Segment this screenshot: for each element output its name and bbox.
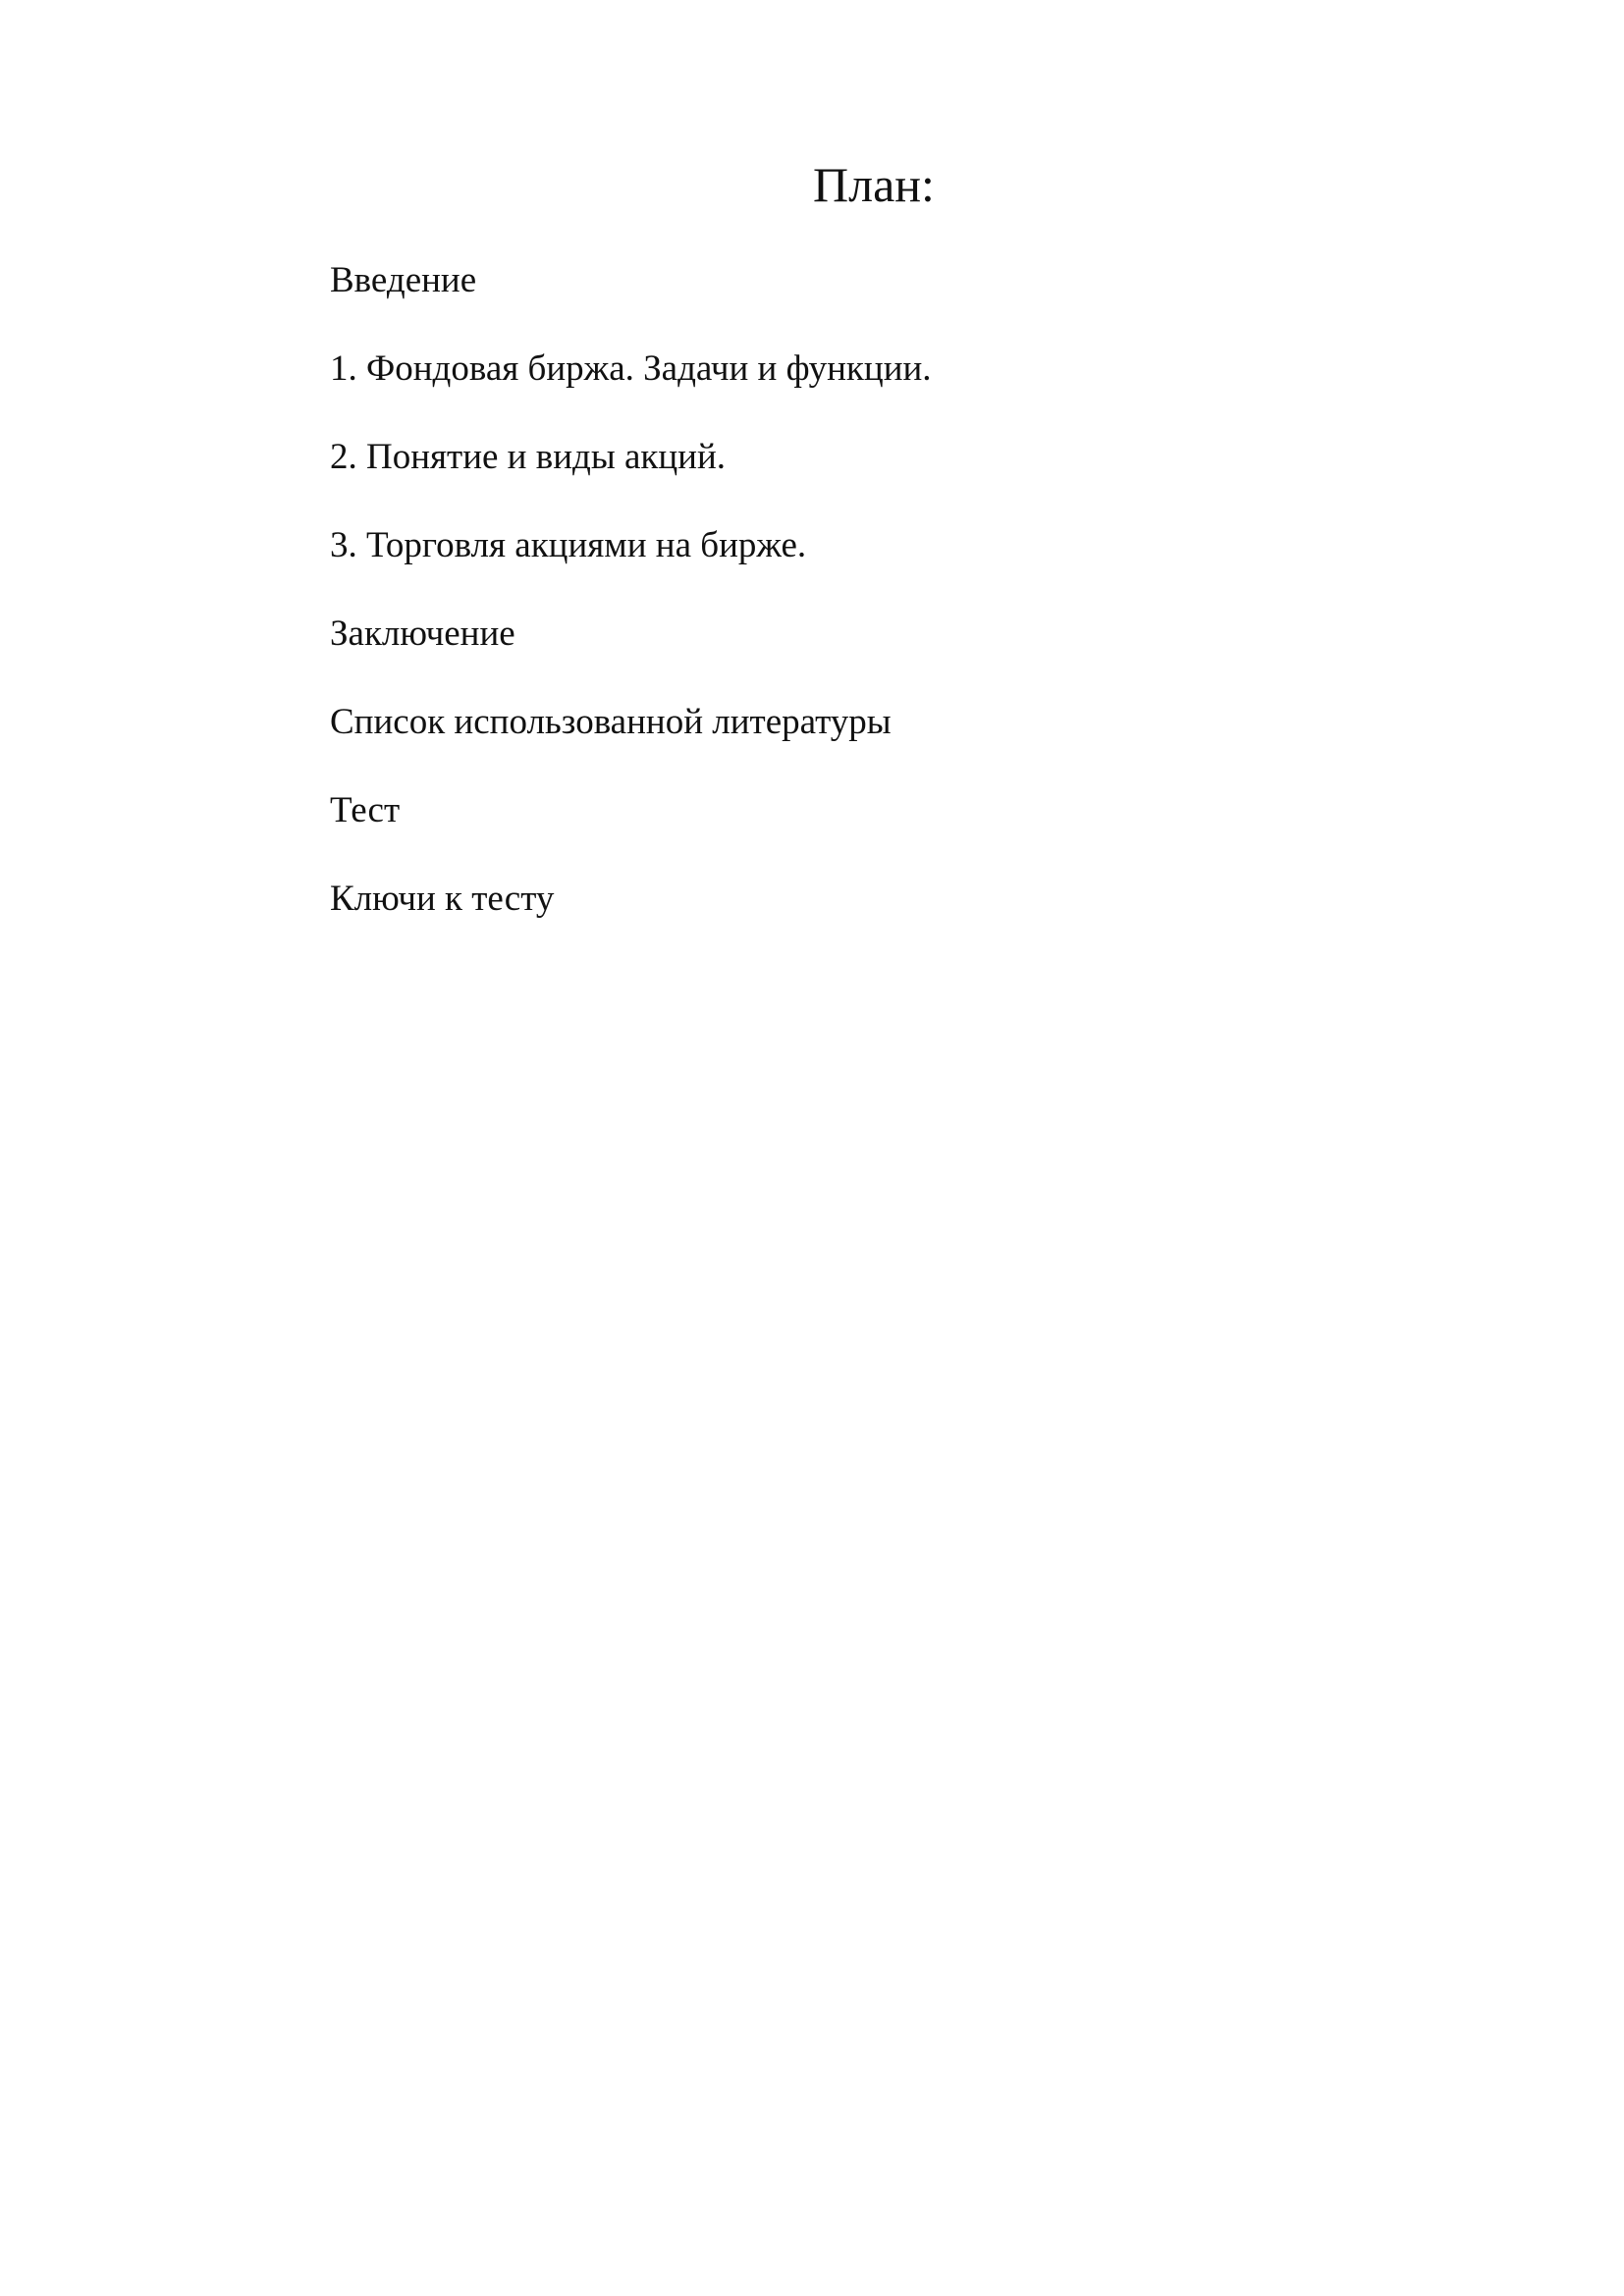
toc-item-section-3: 3. Торговля акциями на бирже. xyxy=(330,525,807,565)
toc-item-section-1: 1. Фондовая биржа. Задачи и функции. xyxy=(330,348,932,389)
toc-item-test: Тест xyxy=(330,790,401,830)
toc-item-introduction: Введение xyxy=(330,260,477,300)
toc-item-conclusion: Заключение xyxy=(330,614,515,654)
toc-item-section-2: 2. Понятие и виды акций. xyxy=(330,437,726,477)
table-of-contents xyxy=(330,259,932,966)
page-title: План: xyxy=(813,157,935,212)
toc-item-test-keys: Ключи к тесту xyxy=(330,879,555,919)
toc-item-references: Список использованной литературы xyxy=(330,702,892,742)
